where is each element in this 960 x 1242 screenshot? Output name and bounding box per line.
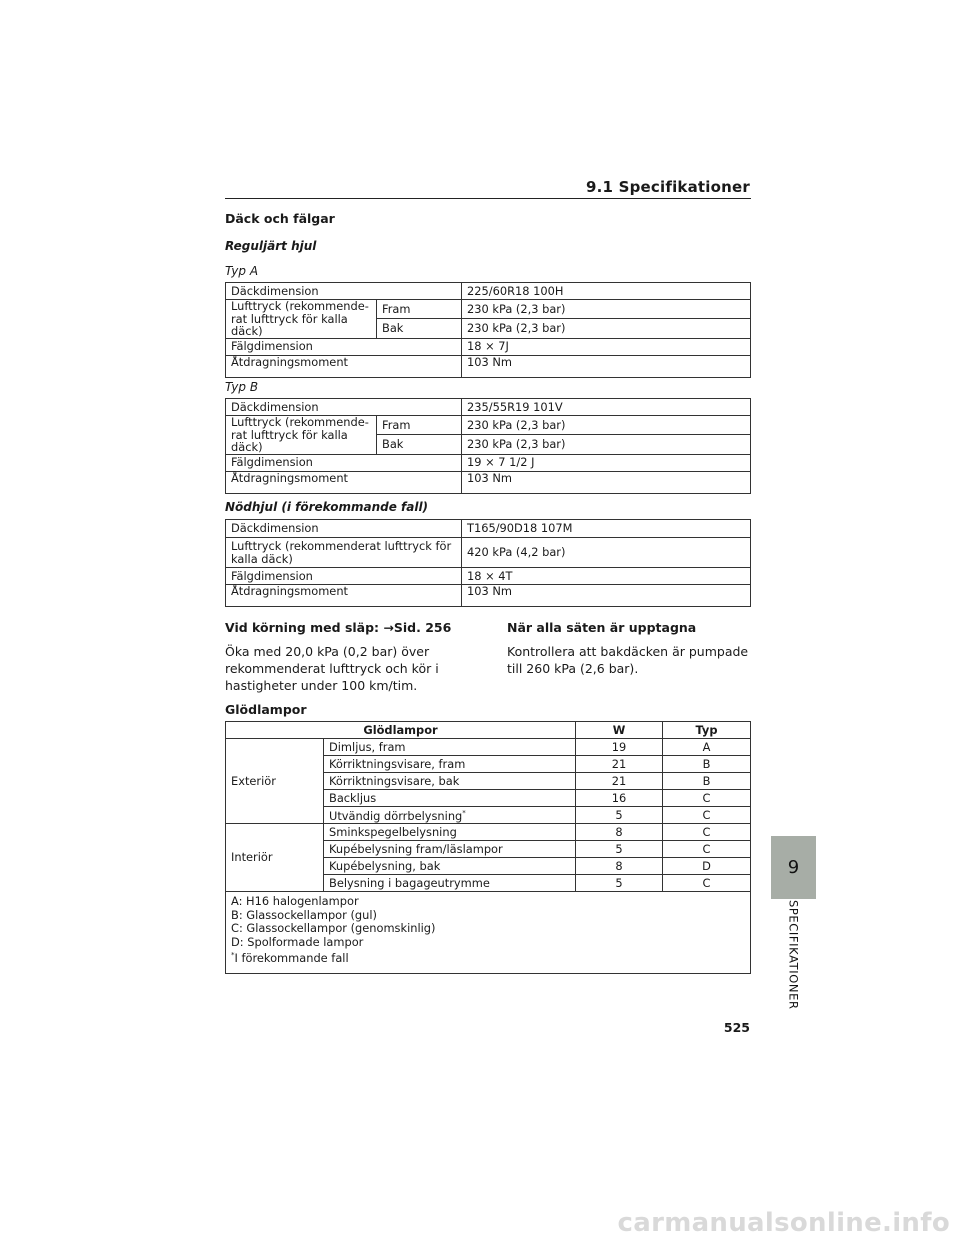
type-a-caption: Typ A (225, 264, 259, 278)
bulb-type: A (663, 739, 751, 756)
page-number: 525 (723, 1020, 750, 1035)
tires-heading: Däck och fälgar (225, 211, 335, 226)
bulb-type: B (663, 773, 751, 790)
all-seats-text: Kontrollera att bakdäcken är pumpade till 260 kPa (2,6 bar). (507, 644, 749, 676)
all-seats-heading: När alla säten är upptagna (507, 620, 697, 635)
torque-label: Åtdragningsmoment (226, 471, 462, 493)
spare-wheel-heading: Nödhjul (i förekommande fall) (225, 500, 429, 514)
table-row (226, 300, 751, 319)
rear-value: 230 kPa (2,3 bar) (462, 319, 751, 338)
front-value: 230 kPa (2,3 bar) (462, 416, 751, 435)
bulb-w: 21 (576, 773, 663, 790)
rear-label: Bak (377, 435, 462, 454)
table-row (226, 338, 751, 355)
footnote-mark: * (231, 951, 235, 959)
note-b: B: Glassockellampor (gul) (231, 907, 377, 922)
spare-table (225, 519, 751, 607)
col-header-type: Typ (663, 722, 751, 739)
note-a: A: H16 halogenlampor (231, 894, 359, 908)
bulb-name-cell (324, 807, 576, 824)
bulb-w: 5 (576, 875, 663, 892)
bulb-type: C (663, 875, 751, 892)
bulb-type: B (663, 756, 751, 773)
tire-dim-label: Däckdimension (226, 283, 462, 300)
bulb-w: 5 (576, 807, 663, 824)
bulb-name: Kupébelysning fram/läslampor (324, 841, 576, 858)
chapter-tab (771, 836, 816, 899)
front-value: 230 kPa (2,3 bar) (462, 300, 751, 319)
rim-label: Fälgdimension (226, 338, 462, 355)
rim-label: Fälgdimension (226, 568, 462, 585)
table-row (226, 568, 751, 585)
front-label: Fram (377, 300, 462, 319)
rear-label: Bak (377, 319, 462, 338)
rim-value: 18 × 7J (462, 338, 751, 355)
watermark: carmanualsonline.info (617, 1208, 950, 1238)
interior-label: Interiör (226, 824, 324, 892)
footnote-text: I förekommande fall (234, 950, 349, 965)
tire-dim-value: 225/60R18 100H (462, 283, 751, 300)
torque-value: 103 Nm (462, 355, 751, 377)
table-row (226, 520, 751, 538)
table-row (226, 454, 751, 471)
bulb-type: C (663, 790, 751, 807)
tire-dim-label: Däckdimension (226, 399, 462, 416)
bulbs-heading: Glödlampor (225, 702, 307, 717)
pressure-label: Lufttryck (rekommenderat lufttryck för kalla däck) (226, 538, 462, 568)
table-row (226, 471, 751, 493)
header-rule (225, 198, 751, 199)
note-c: C: Glassockellampor (genomskinlig) (231, 921, 436, 935)
type-a-table (225, 282, 751, 378)
bulb-type: C (663, 807, 751, 824)
chapter-label-wrap (771, 900, 816, 1020)
bulb-name: Backljus (324, 790, 576, 807)
section-title: 9.1 Specifikationer (586, 178, 750, 196)
bulb-name: Dimljus, fram (324, 739, 576, 756)
torque-label: Åtdragningsmoment (226, 355, 462, 377)
tire-dim-value: 235/55R19 101V (462, 399, 751, 416)
towing-heading-text: Vid körning med släp: (225, 620, 384, 635)
pressure-value: 420 kPa (4,2 bar) (462, 538, 751, 568)
bulb-name: Utvändig dörrbelysning (329, 809, 463, 824)
footnote (231, 949, 745, 965)
bulb-w: 5 (576, 841, 663, 858)
bulb-w: 19 (576, 739, 663, 756)
type-b-caption: Typ B (225, 380, 259, 394)
bulb-w: 16 (576, 790, 663, 807)
bulb-name: Körriktningsvisare, fram (324, 756, 576, 773)
table-row (226, 399, 751, 416)
rim-label: Fälgdimension (226, 454, 462, 471)
chapter-label: SPECIFIKATIONER (786, 900, 801, 1010)
bulb-type: C (663, 841, 751, 858)
col-header-name: Glödlampor (226, 722, 576, 739)
table-row (226, 824, 751, 841)
table-row (226, 739, 751, 756)
bulb-name: Sminkspegelbelysning (324, 824, 576, 841)
table-row (226, 892, 751, 974)
bulb-type: C (663, 824, 751, 841)
tire-dim-label: Däckdimension (226, 520, 462, 538)
table-row (226, 416, 751, 435)
bulb-name: Kupébelysning, bak (324, 858, 576, 875)
towing-text: Öka med 20,0 kPa (0,2 bar) över rekommenderat lufttryck och kör i hastigheter under 100 km/tim. (225, 644, 439, 693)
bulbs-table (225, 721, 751, 974)
torque-value: 103 Nm (462, 585, 751, 607)
rear-value: 230 kPa (2,3 bar) (462, 435, 751, 454)
table-header-row (226, 722, 751, 739)
torque-value: 103 Nm (462, 471, 751, 493)
towing-page-ref[interactable]: →Sid. 256 (383, 620, 452, 635)
regular-wheel-heading: Reguljärt hjul (225, 239, 317, 253)
bulb-w: 21 (576, 756, 663, 773)
towing-heading (225, 620, 451, 635)
bulb-type: D (663, 858, 751, 875)
torque-label: Åtdragningsmoment (226, 585, 462, 607)
chapter-number: 9 (787, 857, 800, 878)
note-d: D: Spolformade lampor (231, 934, 364, 949)
rim-value: 19 × 7 1/2 J (462, 454, 751, 471)
bulb-w: 8 (576, 858, 663, 875)
table-row (226, 538, 751, 568)
bulb-w: 8 (576, 824, 663, 841)
footnote-mark: * (462, 809, 466, 818)
table-row (226, 283, 751, 300)
pressure-label: Lufttryck (rekommende-rat lufttryck för kalla däck) (226, 300, 377, 339)
pressure-label: Lufttryck (rekommende-rat lufttryck för kalla däck) (226, 416, 377, 455)
bulb-name: Körriktningsvisare, bak (324, 773, 576, 790)
bulb-name: Belysning i bagageutrymme (324, 875, 576, 892)
table-row (226, 585, 751, 607)
col-header-w: W (576, 722, 663, 739)
front-label: Fram (377, 416, 462, 435)
type-b-table (225, 398, 751, 494)
tire-dim-value: T165/90D18 107M (462, 520, 751, 538)
bulb-notes (226, 892, 751, 974)
table-row (226, 355, 751, 377)
rim-value: 18 × 4T (462, 568, 751, 585)
exterior-label: Exteriör (226, 739, 324, 824)
